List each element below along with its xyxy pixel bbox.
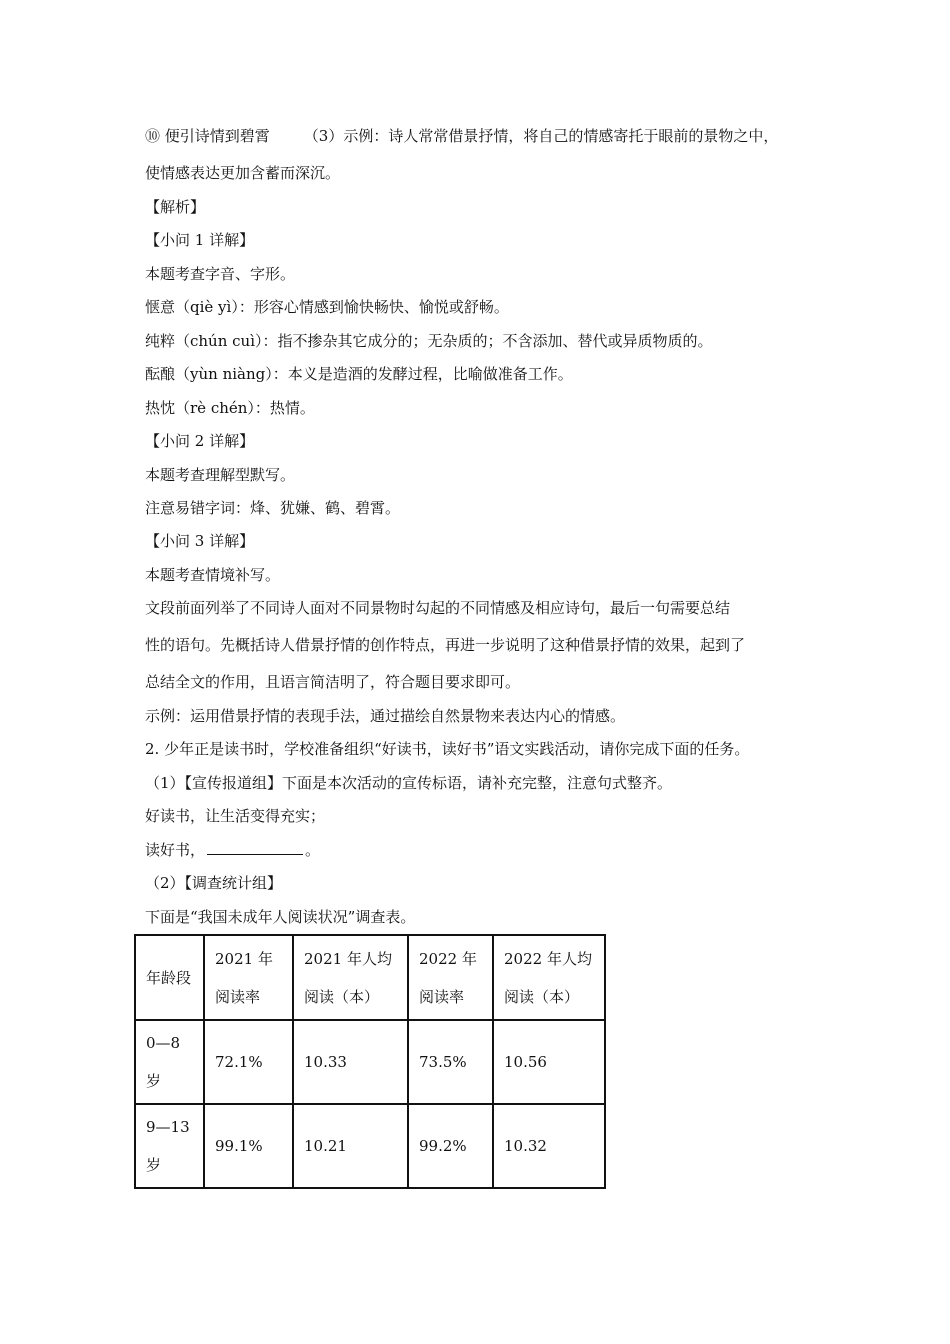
paragraph-line: 性的语句。先概括诗人借景抒情的创作特点，再进一步说明了这种借景抒情的效果，起到了	[145, 636, 746, 654]
table-cell: 9—13 岁	[135, 1104, 204, 1188]
question-2-stem: 2. 少年正是读书时，学校准备组织“好读书，读好书”语文实践活动，请你完成下面的任务。	[145, 740, 750, 758]
question-2-part-2: （2）【调查统计组】	[145, 874, 283, 892]
header-cell: 2022 年人均阅读（本）	[493, 935, 605, 1020]
paragraph-line: 文段前面列举了不同诗人面对不同景物时勾起的不同情感及相应诗句，最后一句需要总结	[145, 599, 731, 617]
table-header-row	[135, 935, 605, 1020]
paragraph-line: 本题考查理解型默写。	[145, 466, 296, 484]
paragraph-line: 热忱（rè chén）：热情。	[145, 399, 315, 417]
sub-question-1-heading: 【小问 1 详解】	[145, 231, 255, 249]
table-cell: 99.1%	[204, 1104, 293, 1188]
paragraph-line: 本题考查情境补写。	[145, 566, 281, 584]
table-row	[135, 1104, 605, 1188]
header-cell: 2022 年阅读率	[408, 935, 493, 1020]
table-cell: 10.32	[493, 1104, 605, 1188]
reading-survey-table	[134, 934, 606, 1189]
answer-line-1	[145, 126, 778, 146]
header-cell: 2021 年阅读率	[204, 935, 293, 1020]
table-cell: 10.56	[493, 1020, 605, 1104]
slogan-line-2	[145, 840, 320, 860]
fill-in-blank[interactable]	[207, 840, 303, 855]
table-cell: 10.33	[293, 1020, 408, 1104]
table-cell: 73.5%	[408, 1020, 493, 1104]
slogan-prefix: 读好书，	[145, 841, 206, 859]
table-cell: 99.2%	[408, 1104, 493, 1188]
answer-item-3-example: （3）示例：诗人常常借景抒情，将自己的情感寄托于眼前的景物之中，	[303, 127, 779, 145]
table-cell: 10.21	[293, 1104, 408, 1188]
paragraph-line: 示例：运用借景抒情的表现手法，通过描绘自然景物来表达内心的情感。	[145, 707, 626, 725]
header-cell: 年龄段	[135, 935, 204, 1020]
analysis-heading: 【解析】	[145, 198, 206, 216]
sub-question-3-heading: 【小问 3 详解】	[145, 532, 255, 550]
table-row	[135, 1020, 605, 1104]
header-cell: 2021 年人均阅读（本）	[293, 935, 408, 1020]
paragraph-line: 本题考查字音、字形。	[145, 265, 296, 283]
question-2-part-1: （1）【宣传报道组】下面是本次活动的宣传标语，请补充完整，注意句式整齐。	[145, 774, 673, 792]
answer-line-2: 使情感表达更加含蓄而深沉。	[145, 164, 341, 182]
slogan-suffix: 。	[305, 841, 321, 859]
table-caption: 下面是“我国未成年人阅读状况”调查表。	[145, 908, 416, 926]
paragraph-line: 注意易错字词：烽、犹嫌、鹤、碧霄。	[145, 499, 401, 517]
paragraph-line: 总结全文的作用，且语言简洁明了，符合题目要求即可。	[145, 673, 521, 691]
slogan-line-1: 好读书，让生活变得充实；	[145, 807, 326, 825]
paragraph-line: 酝酿（yùn niàng）：本义是造酒的发酵过程，比喻做准备工作。	[145, 365, 573, 383]
paragraph-line: 惬意（qiè yì）：形容心情感到愉快畅快、愉悦或舒畅。	[145, 298, 509, 316]
table-cell: 0—8 岁	[135, 1020, 204, 1104]
sub-question-2-heading: 【小问 2 详解】	[145, 432, 255, 450]
paragraph-line: 纯粹（chún cuì）：指不掺杂其它成分的；无杂质的；不含添加、替代或异质物质的。	[145, 332, 713, 350]
answer-item-10: ⑩ 便引诗情到碧霄	[145, 127, 270, 145]
table-cell: 72.1%	[204, 1020, 293, 1104]
